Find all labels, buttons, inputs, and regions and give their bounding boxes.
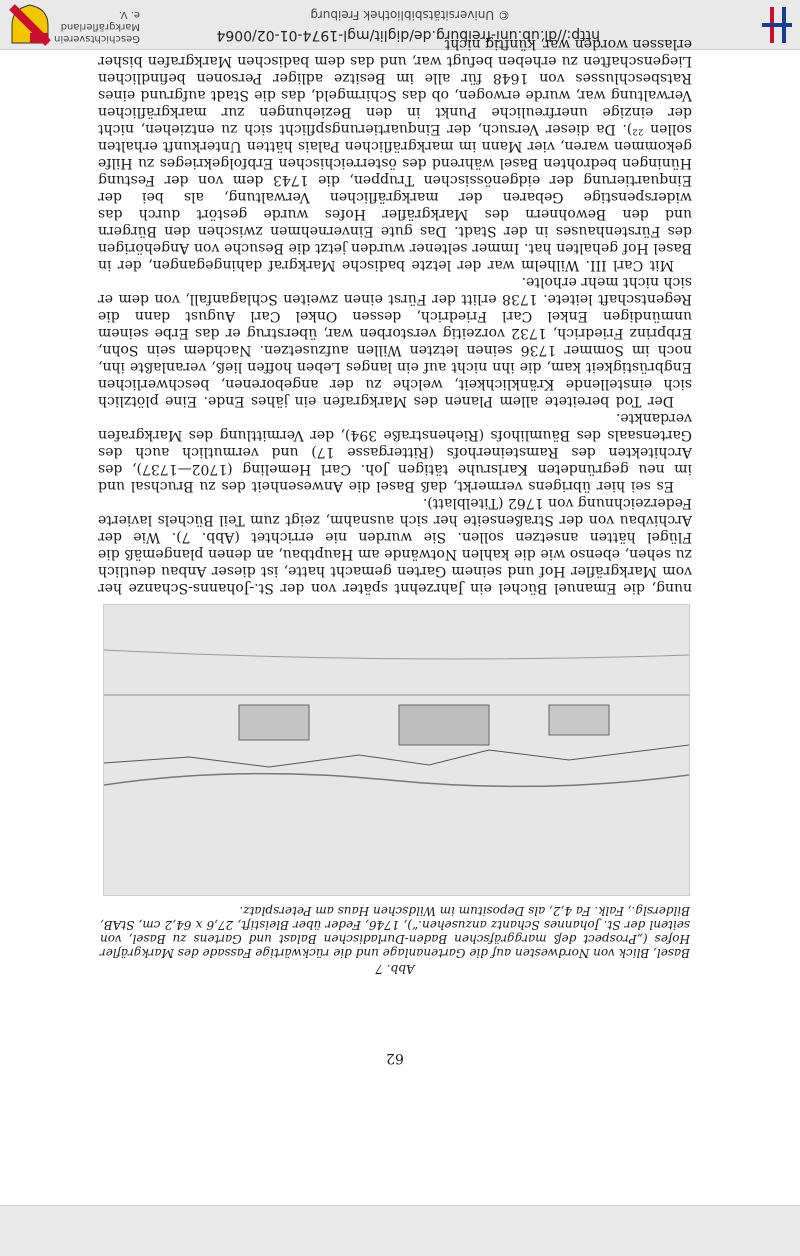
paragraph: nung, die Emanuel Büchel ein Jahrzehnt später von der St.-Johanns-Schanze her vom Markgräfler Hof und seinem Garten gemacht hatte, ist dieser Anbau deutlich zu sehen, ebenso wie die kahlen Notwände am Hauptbau, an denen plangemäß die Flügel hätten ansetzen sollen. Sie wurden nie errichtet (Abb. 7). Wie der Archivbau von der Straßenseite her sich ausnahm, zeigt zum Teil Büchels lavierte Federzeichnung von 1762 (Titelblatt). bbox=[98, 495, 692, 596]
viewer-top-strip bbox=[0, 1205, 800, 1256]
paragraph: Der Tod bereitete allem Planen des Markgrafen ein jähes Ende. Eine plötzlich sich einstellende Kränklichkeit, welche zu der angeborenen, beschwerlichen Engbrüstigkeit kam, die ihn nicht auf ein langes Leben hoffen ließ, veranlaßte ihn, noch im Sommer 1736 seinen letzten Willen aufzusetzen. Nachdem sein Sohn, Erbprinz Friedrich, 1732 vorzeitig verstorben war, überstrug er das Erbe seinem unmündigen Enkel Carl Friedrich, dessen Onkel Carl August dann die Regentschaft leitete. 1738 erlitt der Fürst einen zweiten Schlaganfall, von dem er sich nicht mehr erholte. bbox=[98, 274, 692, 409]
caption-text: Basel, Blick von Nordwesten auf die Gartenanlage und die rückwärtige Fassade des Markgräfler Hofes („Prospect deß marggräfschen Baden-Durladischen Balast und Gartens zu Basel, von seitenl der St. Johannes Schantz anzusehen.“), 1746, Feder über Bleistift, 27,6 x 64,2 cm, StAB, Bilderslg., Falk. Fa 4,2, als Depositum im Wildschen Haus am Petersplatz. bbox=[100, 904, 690, 960]
society-shield-icon bbox=[8, 3, 52, 47]
copyright-notice: © Universitätsbibliothek Freiburg bbox=[310, 8, 510, 22]
document-url[interactable]: http://dl.ub.uni-freiburg.de/diglit/mgl-1974-01-02/0064 bbox=[216, 27, 600, 43]
paragraph: Mit Carl III. Wilhelm war der letzte badische Markgraf dahingegangen, der in Basel Hof gehalten hat. Immer seltener wurden jetzt die Besuche von Angehörigen des Fürstenhauses in der Stadt. Das gute Einvernehmen zwischen den Bürgern und den Bewohnern des Markgräfler Hofes wurde gestört durch das widerspenstige Gebaren der markgräflichen Verwaltung, als bei der Einquartierung der eidgenössischen Truppen, die 1743 dem von der Festung Hüningen bedrohten Basel während des österreichischen Erbfolgekrieges zu Hilfe gekommen waren, vier Mann im markgräflichen Palais hätten Unterkunft erhalten sollen ²²). Da dieser Versuch, der Einquartierungspflicht sich zu entziehen, nicht der einzige unerfreuliche Punkt in den Beziehungen zur markgräflichen Verwaltung war, wurde erwogen, ob das Schirmgeld, das die Stadt aufgrund eines Ratsbeschlusses von 1648 für alle im Besitze adliger Personen befindlichen Liegenschaften zu erheben befugt war, und das dem badischen Markgrafen bisher erlassen worden war, künftig nicht bbox=[98, 36, 692, 273]
page-number: 62 bbox=[386, 1050, 404, 1066]
figure-illustration bbox=[103, 604, 690, 896]
paragraph: Es sei hier übrigens vermerkt, daß Basel die Anwesenheit des zu Bruchsal und im neu gegründeten Karlsruhe tätigen Joh. Carl Hemeling (1702—1737), des Architekten des Ramsteinerhofs (Rittergasse 17) und vermutlich auch des Gartensaals des Bäumlihofs (Riehenstraße 394), der Vermittlung des Markgrafen verdankte. bbox=[98, 410, 692, 494]
panorama-drawing-icon bbox=[104, 605, 689, 895]
figure-label: Abb. 7 bbox=[375, 962, 415, 976]
figure-caption bbox=[100, 904, 690, 976]
body-text bbox=[98, 35, 692, 596]
society-name: Geschichtsverein Markgräflerland e. V. bbox=[54, 9, 140, 44]
